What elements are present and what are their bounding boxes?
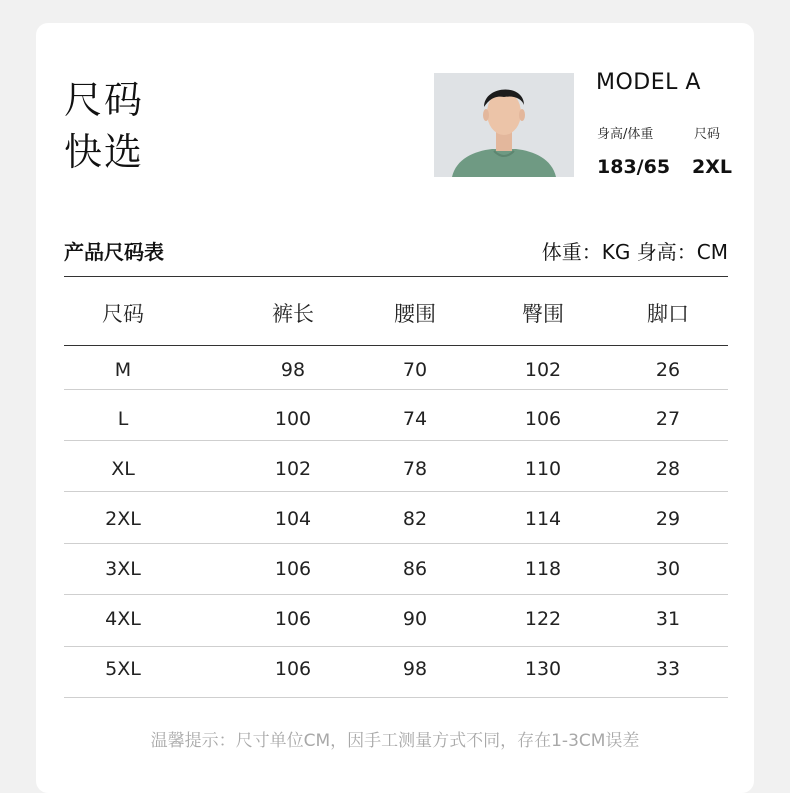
- table-cell-waist: 74: [402, 408, 428, 430]
- table-cell-leg-opening: 31: [655, 608, 681, 630]
- table-top-rule: [64, 276, 728, 277]
- table-cell-size: 3XL: [105, 558, 141, 580]
- table-cell-waist: 90: [402, 608, 428, 630]
- model-size-value: 2XL: [692, 156, 732, 178]
- unit-note: 体重：KG 身高：CM: [541, 240, 728, 264]
- table-cell-leg-opening: 27: [655, 408, 681, 430]
- table-cell-leg-opening: 30: [655, 558, 681, 580]
- table-cell-size: 4XL: [105, 608, 141, 630]
- size-table-title: 产品尺码表: [64, 240, 164, 264]
- quick-size-title: [64, 74, 144, 178]
- table-cell-size: M: [114, 359, 132, 381]
- quick-title-line-2: 快选: [64, 130, 145, 174]
- header-waist: 腰围: [394, 302, 436, 326]
- quick-title-line-1: 尺码: [64, 78, 145, 122]
- model-name: MODEL A: [596, 70, 701, 95]
- table-cell-leg-opening: 29: [655, 508, 681, 530]
- table-cell-hip: 130: [524, 658, 562, 680]
- row-divider: [64, 594, 728, 595]
- table-cell-hip: 122: [524, 608, 562, 630]
- header-size: 尺码: [102, 302, 144, 326]
- table-cell-size: XL: [111, 458, 135, 480]
- row-divider: [64, 389, 728, 390]
- table-cell-leg-opening: 33: [655, 658, 681, 680]
- table-cell-length: 106: [274, 558, 312, 580]
- table-cell-length: 100: [274, 408, 312, 430]
- table-cell-waist: 70: [402, 359, 428, 381]
- table-cell-size: 2XL: [105, 508, 141, 530]
- height-weight-value: 183/65: [597, 156, 671, 178]
- table-cell-size: 5XL: [105, 658, 141, 680]
- table-bottom-divider: [64, 697, 728, 698]
- row-divider: [64, 491, 728, 492]
- header-bottom-rule: [64, 345, 728, 346]
- table-cell-length: 102: [274, 458, 312, 480]
- table-cell-length: 106: [274, 658, 312, 680]
- model-photo: [434, 73, 574, 177]
- table-cell-hip: 106: [524, 408, 562, 430]
- table-cell-waist: 82: [402, 508, 428, 530]
- table-cell-length: 98: [280, 359, 306, 381]
- table-cell-hip: 114: [524, 508, 562, 530]
- height-weight-label: 身高/体重: [597, 127, 654, 142]
- table-cell-waist: 86: [402, 558, 428, 580]
- header-pants-length: 裤长: [272, 302, 314, 326]
- table-cell-leg-opening: 26: [655, 359, 681, 381]
- model-size-label: 尺码: [694, 127, 721, 142]
- table-cell-length: 106: [274, 608, 312, 630]
- header-leg-opening: 脚口: [647, 302, 689, 326]
- table-cell-waist: 78: [402, 458, 428, 480]
- model-figure-image: [434, 73, 574, 177]
- table-cell-size: L: [117, 408, 129, 430]
- table-cell-length: 104: [274, 508, 312, 530]
- table-cell-hip: 110: [524, 458, 562, 480]
- header-hip: 臀围: [522, 302, 564, 326]
- table-cell-waist: 98: [402, 658, 428, 680]
- table-cell-hip: 102: [524, 359, 562, 381]
- row-divider: [64, 440, 728, 441]
- table-cell-hip: 118: [524, 558, 562, 580]
- measurement-tip: 温馨提示：尺寸单位CM，因手工测量方式不同，存在1-3CM误差: [150, 731, 640, 751]
- table-cell-leg-opening: 28: [655, 458, 681, 480]
- row-divider: [64, 543, 728, 544]
- row-divider: [64, 646, 728, 647]
